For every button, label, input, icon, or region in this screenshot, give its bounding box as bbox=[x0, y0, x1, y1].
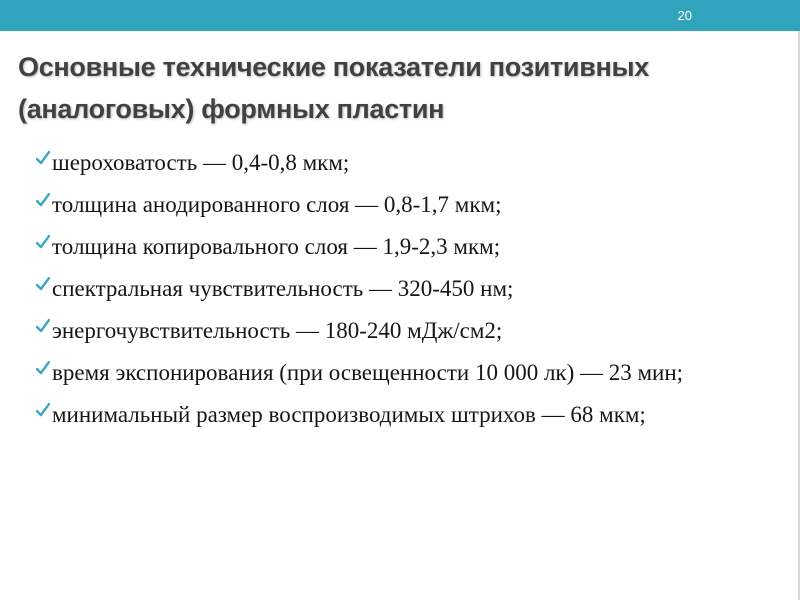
bullet-text: энергочувствительность — 180-240 мДж/см2; bbox=[52, 318, 503, 343]
bullet-text: шероховатость — 0,4-0,8 мкм; bbox=[52, 150, 350, 175]
list-item bbox=[30, 230, 758, 263]
bullet-text: толщина копировального слоя — 1,9-2,3 мкм; bbox=[52, 234, 501, 259]
bullet-text: толщина анодированного слоя — 0,8-1,7 мкм; bbox=[52, 192, 502, 217]
checkmark-icon bbox=[36, 193, 50, 207]
checkmark-icon bbox=[36, 277, 50, 291]
slide-title: Основные технические показатели позитивных (аналоговых) формных пластин bbox=[18, 52, 649, 124]
list-item bbox=[30, 272, 758, 305]
list-item bbox=[30, 356, 758, 389]
bullet-text: минимальный размер воспроизводимых штрихов — 68 мкм; bbox=[52, 402, 646, 427]
bullet-text: время экспонирования (при освещенности 10 000 лк) — 23 мин; bbox=[52, 360, 684, 385]
bullet-text: спектральная чувствительность — 320-450 нм; bbox=[52, 276, 514, 301]
list-item bbox=[30, 398, 758, 431]
checkmark-icon bbox=[36, 361, 50, 375]
slide-number: 20 bbox=[677, 8, 692, 23]
checkmark-icon bbox=[36, 319, 50, 333]
checkmark-icon bbox=[36, 403, 50, 417]
checkmark-icon bbox=[36, 235, 50, 249]
checkmark-icon bbox=[36, 151, 50, 165]
list-item bbox=[30, 188, 758, 221]
list-item bbox=[30, 146, 758, 179]
list-item bbox=[30, 314, 758, 347]
bullet-list bbox=[30, 146, 758, 440]
header-bar bbox=[0, 0, 800, 31]
